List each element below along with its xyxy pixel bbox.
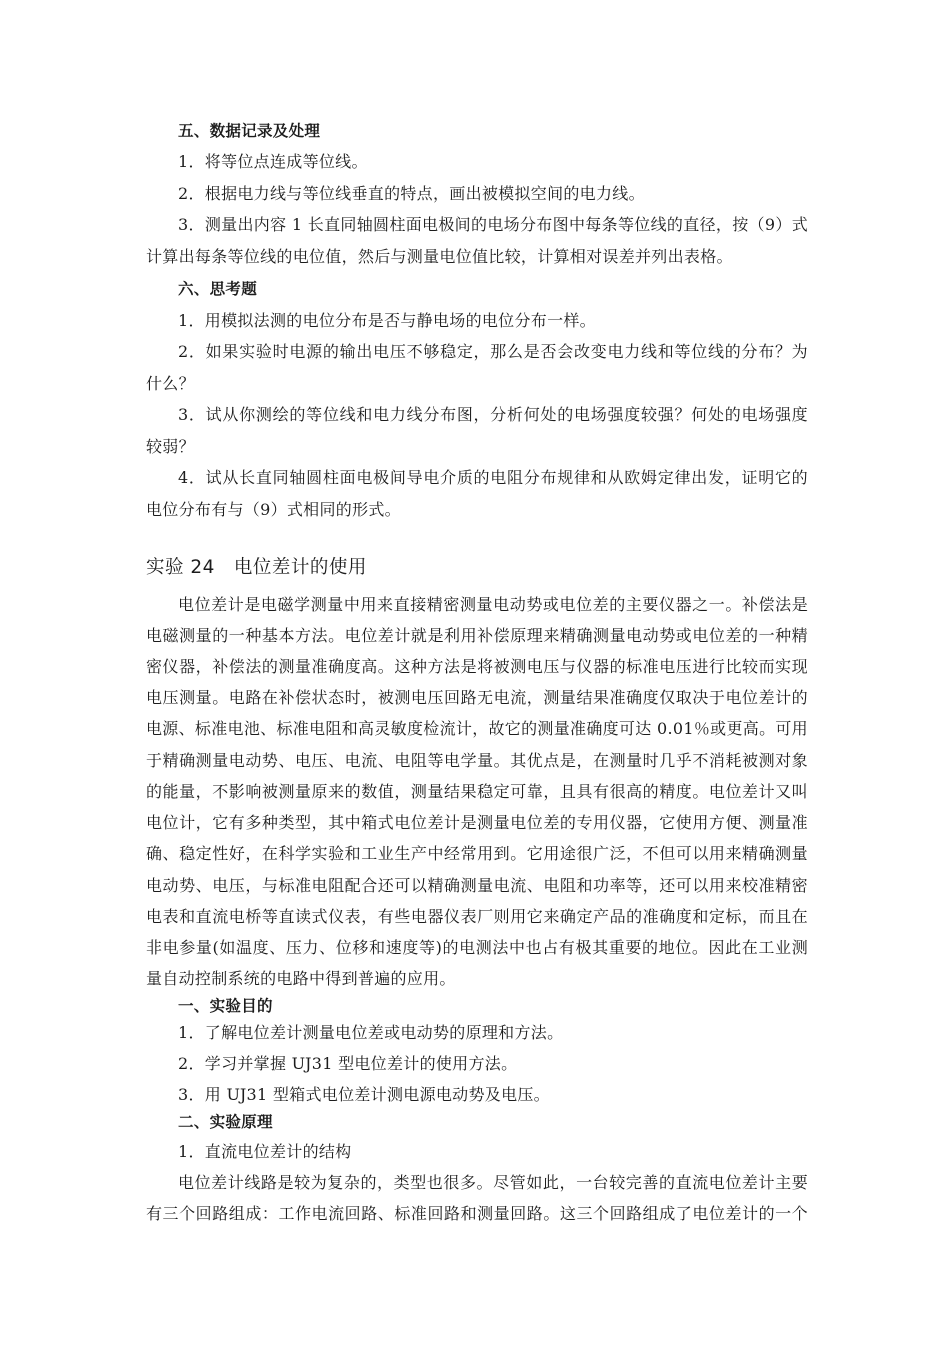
paragraph-line: 电表和直流电桥等直读式仪表，有些电器仪表厂则用它来确定产品的准确度和定标，而且在 — [146, 907, 808, 926]
subheading: 1．直流电位差计的结构 — [178, 1142, 352, 1161]
paragraph-line: 电磁测量的一种基本方法。电位差计就是利用补偿原理来精确测量电动势或电位差的一种精 — [146, 626, 808, 645]
experiment-title: 实验 24 电位差计的使用 — [146, 557, 367, 578]
paragraph-line: 非电参量(如温度、压力、位移和速度等)的电测法中也占有极其重要的地位。因此在工业测 — [146, 938, 808, 957]
paragraph-line: 有三个回路组成：工作电流回路、标准回路和测量回路。这三个回路组成了电位差计的一个 — [146, 1204, 808, 1223]
paragraph-line: 密仪器，补偿法的测量准确度高。这种方法是将被测电压与仪器的标准电压进行比较而实现 — [146, 657, 808, 676]
list-item: 2．根据电力线与等位线垂直的特点，画出被模拟空间的电力线。 — [178, 184, 645, 203]
list-item: 2．学习并掌握 UJ31 型电位差计的使用方法。 — [178, 1054, 518, 1073]
list-item-continuation: 计算出每条等位线的电位值，然后与测量电位值比较，计算相对误差并列出表格。 — [146, 247, 733, 266]
section-heading-principle: 二、实验原理 — [178, 1113, 273, 1131]
paragraph-line: 电压测量。电路在补偿状态时，被测电压回路无电流，测量结果准确度仅取决于电位差计的 — [146, 688, 808, 707]
list-item: 1．了解电位差计测量电位差或电动势的原理和方法。 — [178, 1023, 564, 1042]
paragraph-line: 电源、标准电池、标准电阻和高灵敏度检流计，故它的测量准确度可达 0.01％或更高。可用 — [146, 719, 808, 738]
list-item: 4．试从长直同轴圆柱面电极间导电介质的电阻分布规律和从欧姆定律出发，证明它的 — [178, 468, 808, 487]
list-item: 3．测量出内容 1 长直同轴圆柱面电极间的电场分布图中每条等位线的直径，按（9）式 — [178, 215, 808, 234]
paragraph-line: 电位计，它有多种类型，其中箱式电位差计是测量电位差的专用仪器，它使用方便、测量准 — [146, 813, 808, 832]
list-item: 2．如果实验时电源的输出电压不够稳定，那么是否会改变电力线和等位线的分布？为 — [178, 342, 808, 361]
list-item: 1．将等位点连成等位线。 — [178, 152, 368, 171]
list-item-continuation: 电位分布有与（9）式相同的形式。 — [146, 500, 401, 519]
section-heading-objectives: 一、实验目的 — [178, 997, 273, 1015]
section-heading-data-processing: 五、数据记录及处理 — [178, 122, 321, 140]
paragraph-line: 于精确测量电动势、电压、电流、电阻等电学量。其优点是，在测量时几乎不消耗被测对象 — [146, 751, 808, 770]
list-item-continuation: 较弱？ — [146, 437, 195, 456]
paragraph-line: 电位差计线路是较为复杂的，类型也很多。尽管如此，一台较完善的直流电位差计主要 — [178, 1173, 808, 1192]
paragraph-line: 的能量，不影响被测量原来的数值，测量结果稳定可靠，且具有很高的精度。电位差计又叫 — [146, 782, 808, 801]
paragraph-line: 电位差计是电磁学测量中用来直接精密测量电动势或电位差的主要仪器之一。补偿法是 — [178, 595, 808, 614]
list-item-continuation: 什么？ — [146, 374, 195, 393]
section-heading-questions: 六、思考题 — [178, 280, 258, 298]
paragraph-line: 电动势、电压，与标准电阻配合还可以精确测量电流、电阻和功率等，还可以用来校准精密 — [146, 876, 808, 895]
paragraph-line: 确、稳定性好，在科学实验和工业生产中经常用到。它用途很广泛，不但可以用来精确测量 — [146, 844, 808, 863]
list-item: 3．用 UJ31 型箱式电位差计测电源电动势及电压。 — [178, 1085, 550, 1104]
paragraph-line: 量自动控制系统的电路中得到普遍的应用。 — [146, 969, 456, 988]
list-item: 3．试从你测绘的等位线和电力线分布图，分析何处的电场强度较强？何处的电场强度 — [178, 405, 808, 424]
list-item: 1．用模拟法测的电位分布是否与静电场的电位分布一样。 — [178, 311, 596, 330]
